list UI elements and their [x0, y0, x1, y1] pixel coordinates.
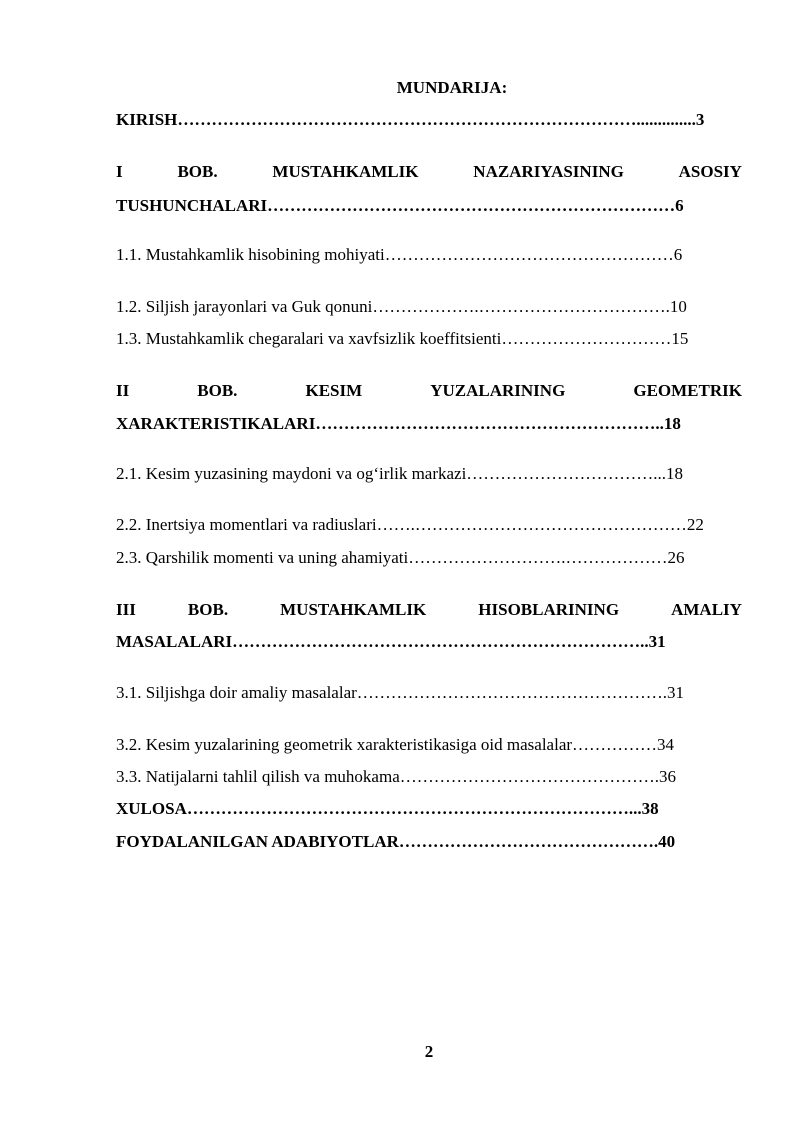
chapter-2-word: YUZALARINING: [430, 381, 566, 400]
chapter-3-word: HISOBLARINING: [478, 600, 620, 619]
chapter-2-word: BOB.: [197, 381, 238, 400]
chapter-3-word: AMALIY: [671, 600, 742, 619]
chapter-1-word: MUSTAHKAMLIK: [272, 162, 419, 181]
page-number: 2: [424, 1042, 434, 1061]
toc-chapter-3-heading[interactable]: [116, 600, 742, 620]
toc-entry-xulosa[interactable]: XULOSA……………………………………………………………………...38: [116, 799, 659, 818]
toc-entry-2-3[interactable]: 2.3. Qarshilik momenti va uning ahamiyati……………………….………………26: [116, 548, 685, 567]
page-title: MUNDARIJA:: [396, 78, 508, 97]
chapter-1-word: NAZARIYASINING: [473, 162, 624, 181]
chapter-2-word: GEOMETRIK: [633, 381, 742, 400]
chapter-3-word: MUSTAHKAMLIK: [280, 600, 427, 619]
toc-entry-1-1[interactable]: 1.1. Mustahkamlik hisobining mohiyati……………………………………………6: [116, 245, 683, 264]
toc-entry-2-2[interactable]: 2.2. Inertsiya momentlari va radiuslari…….…………………………………………22: [116, 515, 704, 534]
toc-entry-1-2[interactable]: 1.2. Siljish jarayonlari va Guk qonuni……………….…………………………….10: [116, 297, 687, 316]
toc-chapter-1-heading[interactable]: [116, 162, 742, 182]
toc-entry-adabiyotlar[interactable]: FOYDALANILGAN ADABIYOTLAR……………………………………….40: [116, 832, 676, 851]
toc-chapter-1-continuation[interactable]: TUSHUNCHALARI………………………………………………………………6: [116, 196, 684, 215]
toc-entry-3-3[interactable]: 3.3. Natijalarni tahlil qilish va muhokama……………………………………….36: [116, 767, 676, 786]
chapter-1-word: I: [116, 162, 123, 181]
toc-entry-2-1[interactable]: 2.1. Kesim yuzasining maydoni va og‘irlik markazi……………………………...18: [116, 464, 684, 483]
chapter-1-word: ASOSIY: [678, 162, 742, 181]
toc-chapter-2-heading[interactable]: [116, 381, 742, 401]
chapter-1-word: BOB.: [177, 162, 218, 181]
toc-chapter-2-continuation[interactable]: XARAKTERISTIKALARI……………………………………………………..18: [116, 414, 681, 433]
toc-entry-3-1[interactable]: 3.1. Siljishga doir amaliy masalalar……………………………………………….31: [116, 683, 685, 702]
toc-chapter-3-continuation[interactable]: MASALALARI………………………………………………………………..31: [116, 632, 666, 651]
chapter-2-word: KESIM: [305, 381, 363, 400]
toc-entry-3-2[interactable]: 3.2. Kesim yuzalarining geometrik xarakteristikasiga oid masalalar……………34: [116, 735, 675, 754]
chapter-3-word: BOB.: [187, 600, 229, 619]
toc-entry-kirish[interactable]: KIRISH………………………………………………………………………..............3: [116, 110, 705, 129]
chapter-3-word: III: [116, 600, 136, 619]
toc-entry-1-3[interactable]: 1.3. Mustahkamlik chegaralari va xavfsizlik koeffitsienti…………………………15: [116, 329, 689, 348]
chapter-2-word: II: [116, 381, 130, 400]
